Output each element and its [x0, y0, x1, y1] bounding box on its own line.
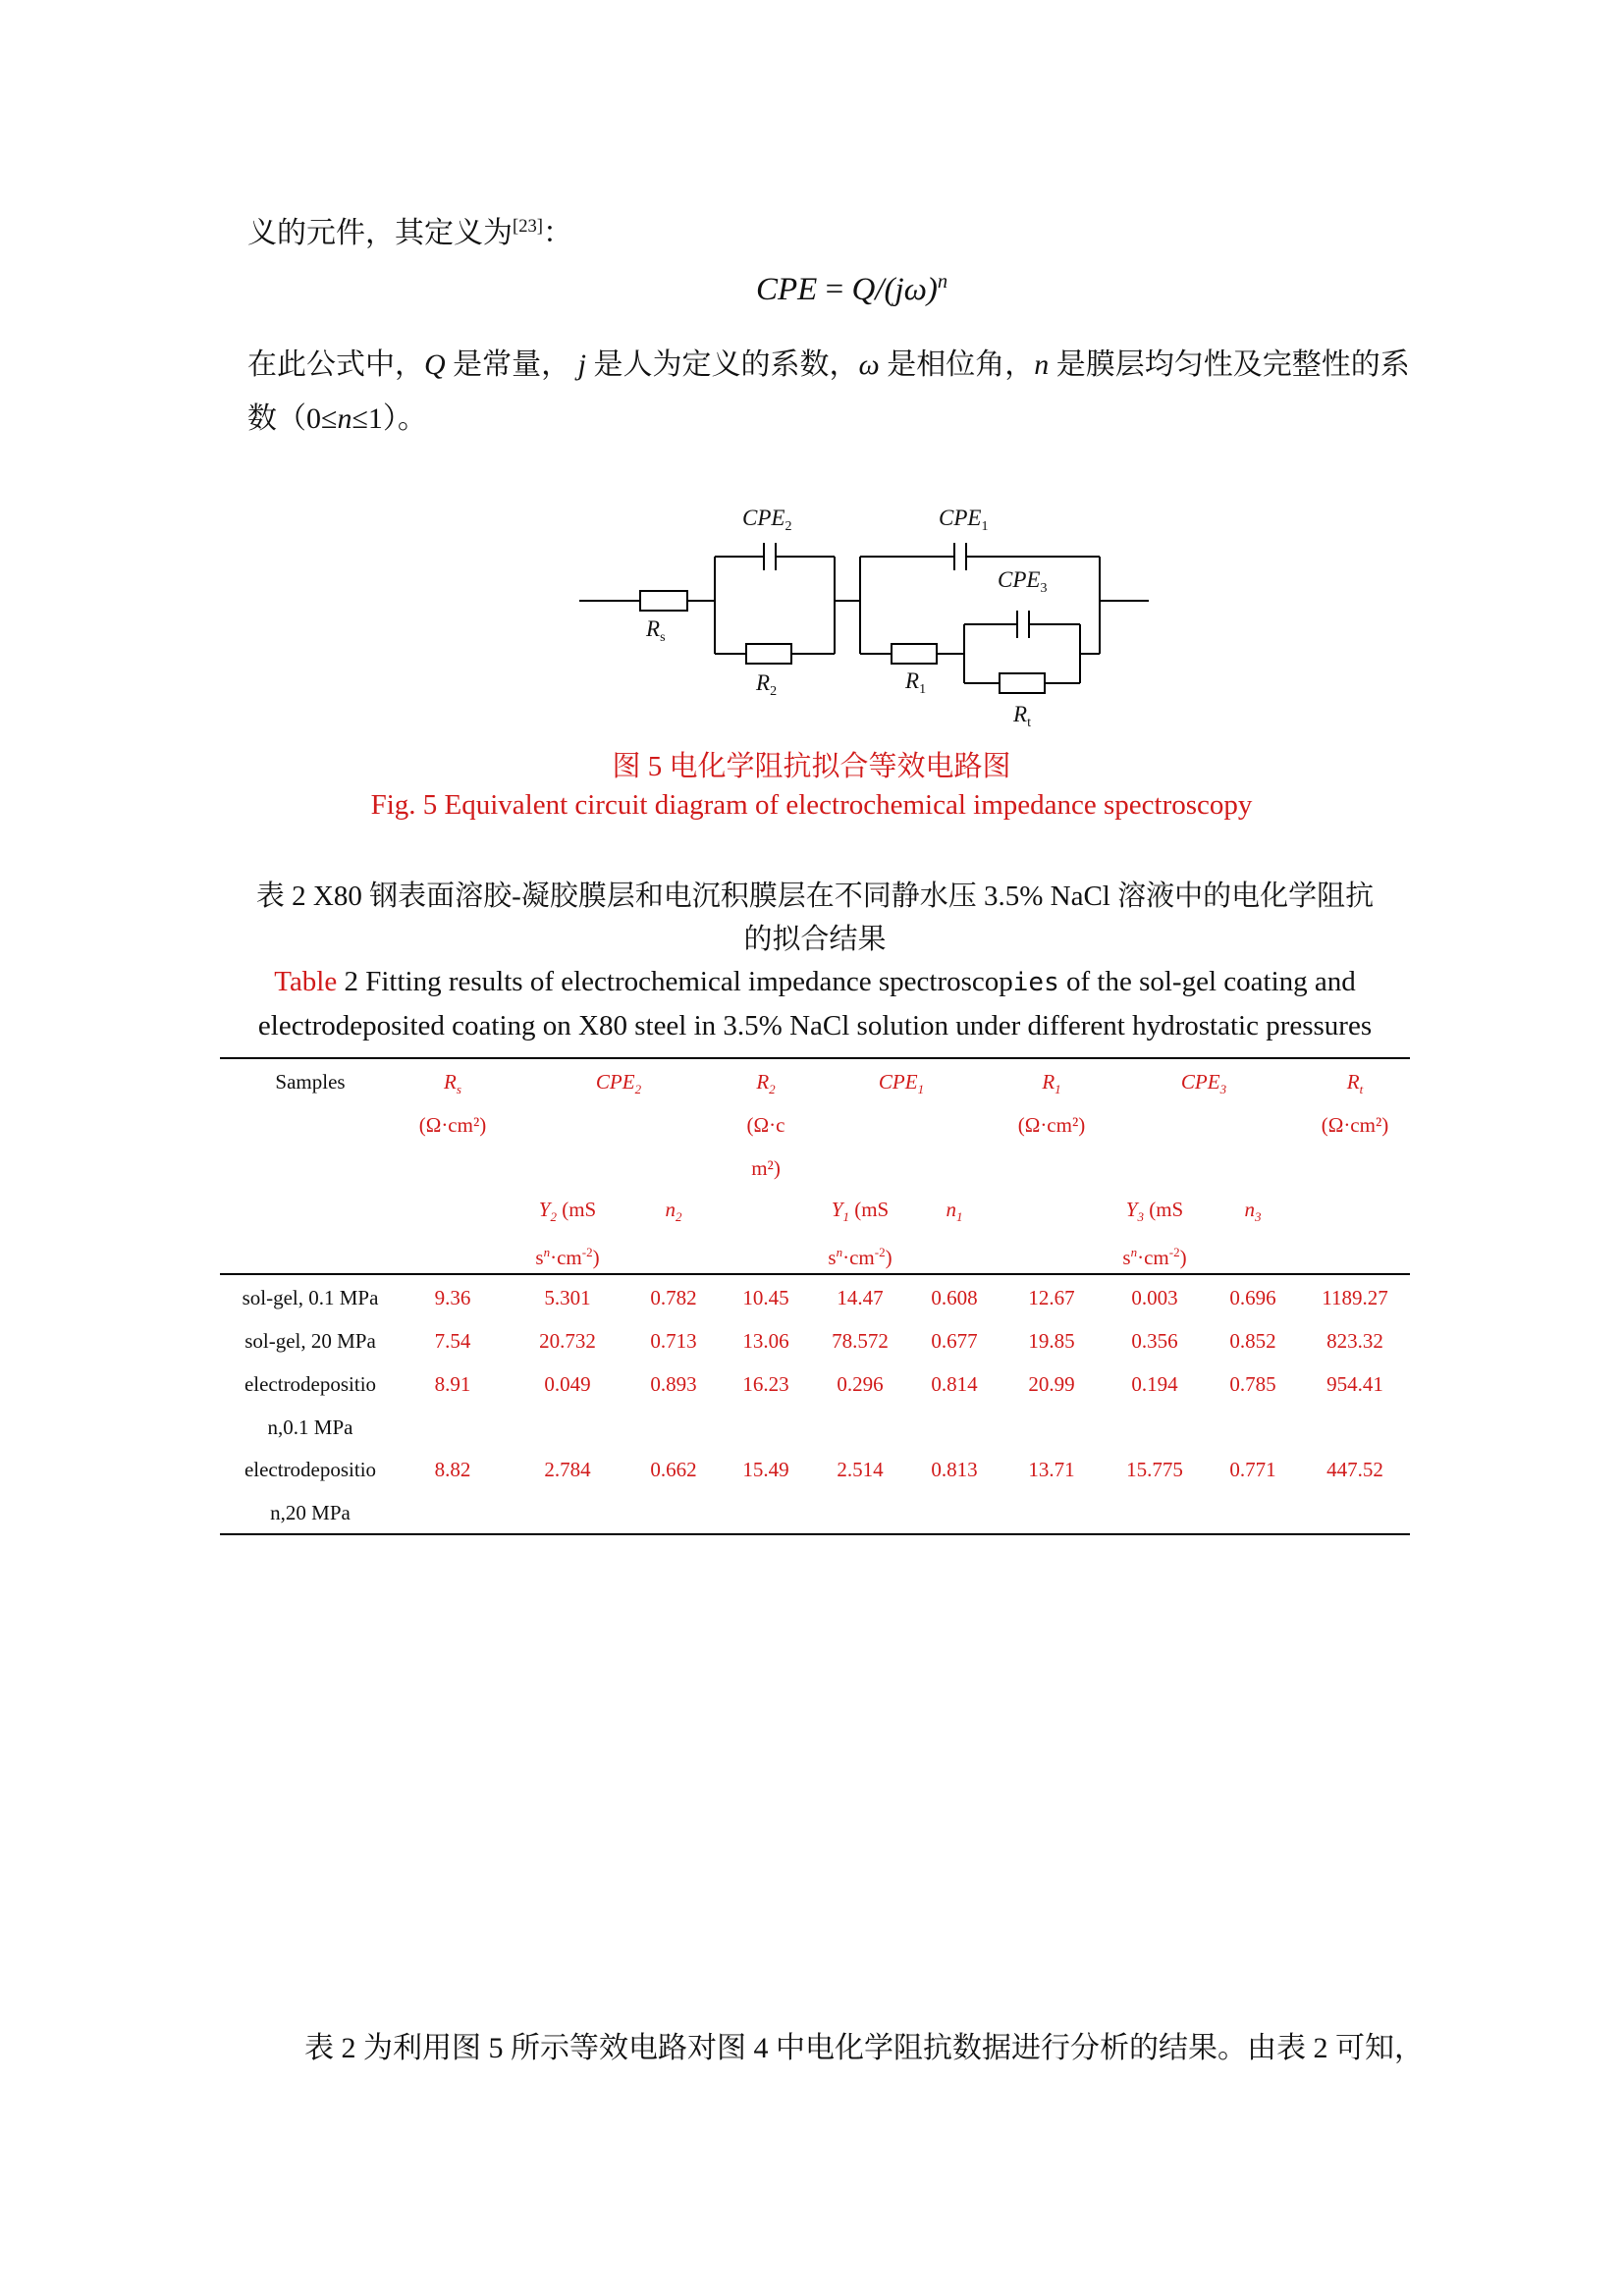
formula-exp: n: [937, 271, 948, 293]
figure-caption-en: Fig. 5 Equivalent circuit diagram of electrochemical impedance spectroscopy: [370, 789, 1253, 821]
header-r1: $R_1$: [1042, 1070, 1061, 1097]
table-cell-rs: 8.82: [434, 1458, 471, 1481]
table-cell-n3: 0.852: [1229, 1329, 1276, 1353]
symbol-n: n: [1034, 348, 1050, 381]
symbol-omega: ω: [858, 348, 880, 381]
header-rs-unit: (Ω·cm²): [418, 1113, 487, 1137]
header-n2: $n_2$: [665, 1198, 682, 1225]
cpe-formula: [756, 271, 947, 308]
table-cell-r1: 20.99: [1028, 1372, 1075, 1396]
para-text: 在此公式中，: [247, 348, 424, 381]
caption-text-mono: ies: [1012, 968, 1059, 997]
header-r2-unit-1: (Ω·c: [746, 1113, 785, 1137]
table-cell-rs: 8.91: [434, 1372, 471, 1396]
table-top-rule: [220, 1057, 1410, 1059]
table-cell-rt: 954.41: [1326, 1372, 1383, 1396]
header-cpe2: $CPE_2$: [595, 1070, 642, 1097]
table-cell-y3: 0.194: [1131, 1372, 1178, 1396]
header-n3: $n_3$: [1244, 1198, 1262, 1225]
header-rt-unit: (Ω·cm²): [1321, 1113, 1389, 1137]
header-y1-unit: $s^n\cdot cm^{-2}$): [828, 1245, 893, 1269]
table-cell-n1: 0.814: [931, 1372, 978, 1396]
para-text: 是相位角，: [879, 348, 1035, 381]
label-r1: $R_1$: [905, 668, 927, 697]
footer-paragraph: 表 2 为利用图 5 所示等效电路对图 4 中电化学阻抗数据进行分析的结果。由表 2 可知，: [304, 2032, 1424, 2064]
table-cell-n2: 0.662: [650, 1458, 697, 1481]
table-cell-rs: 7.54: [434, 1329, 471, 1353]
header-y1: $Y_1$ (mS: [831, 1198, 890, 1225]
header-r2-unit-2: m²): [751, 1156, 781, 1180]
table-cell-n1: 0.813: [931, 1458, 978, 1481]
table-caption-cn-line1: 表 2 X80 钢表面溶胶-凝胶膜层和电沉积膜层在不同静水压 3.5% NaCl 溶液中的电化学阻抗: [255, 881, 1375, 912]
intro-line: [247, 200, 572, 260]
resistor-r1: [892, 644, 937, 664]
table-cell-y1: 0.296: [837, 1372, 884, 1396]
header-r2: $R_2$: [756, 1070, 776, 1097]
table-cell-rt: 823.32: [1326, 1329, 1383, 1353]
formula-eq: =: [817, 272, 852, 307]
para-text: 是人为定义的系数，: [586, 348, 859, 381]
symbol-j: j: [577, 348, 587, 381]
table-cell-y2: 20.732: [539, 1329, 596, 1353]
table-cell-n2: 0.893: [650, 1372, 697, 1396]
table-caption-cn: [236, 875, 1394, 961]
resistor-rs: [640, 591, 687, 611]
label-rs: $R_s$: [646, 616, 666, 645]
table-caption-en: [196, 960, 1434, 1047]
label-rt: $R_t$: [1013, 702, 1031, 730]
header-y2: $Y_2$ (mS: [538, 1198, 597, 1225]
table-cell-n1: 0.608: [931, 1286, 978, 1309]
table-cell-r2: 10.45: [742, 1286, 789, 1309]
table-cell-y3: 15.775: [1126, 1458, 1183, 1481]
table-caption-cn-line2: 的拟合结果: [743, 924, 887, 955]
table-cell-y2: 2.784: [544, 1458, 591, 1481]
para-text: ≤1）。: [352, 402, 427, 435]
table-cell-n2: 0.713: [650, 1329, 697, 1353]
table-cell-sample: sol-gel, 20 MPa: [244, 1329, 376, 1353]
resistor-rt: [1000, 673, 1045, 693]
table-cell-sample: electrodepositio: [243, 1372, 377, 1396]
table-cell-rs: 9.36: [434, 1286, 471, 1309]
label-cpe1: $CPE_1$: [939, 506, 989, 534]
table-label: Table: [274, 966, 338, 997]
caption-text: 2 Fitting results of electrochemical impedance spectroscop: [337, 966, 1013, 997]
symbol-q: Q: [424, 348, 446, 381]
equivalent-circuit-diagram: [569, 496, 1159, 741]
table-cell-n1: 0.677: [931, 1329, 978, 1353]
table-cell-r2: 13.06: [742, 1329, 789, 1353]
table-cell-sample-cont: n,20 MPa: [270, 1501, 351, 1524]
formula-lhs: CPE: [756, 272, 818, 307]
table-cell-n3: 0.785: [1229, 1372, 1276, 1396]
citation: [23]: [513, 216, 543, 237]
table-cell-r1: 13.71: [1028, 1458, 1075, 1481]
header-cpe1: $CPE_1$: [878, 1070, 925, 1097]
definition-paragraph: [247, 339, 1410, 392]
table-caption-en-line1: [196, 960, 1434, 1004]
symbol-n: n: [337, 402, 352, 435]
label-r2: $R_2$: [756, 670, 778, 699]
para-text: 是膜层均匀性及完整性的系: [1049, 348, 1410, 381]
table-cell-y3: 0.356: [1131, 1329, 1178, 1353]
table-cell-rt: 447.52: [1326, 1458, 1383, 1481]
resistor-r2: [746, 644, 791, 664]
table-cell-sample-cont: n,0.1 MPa: [267, 1415, 353, 1439]
intro-text: 义的元件，其定义为: [247, 217, 513, 249]
para-text: 是常量，: [445, 348, 578, 381]
table-cell-rt: 1189.27: [1322, 1286, 1388, 1309]
table-cell-y2: 5.301: [544, 1286, 591, 1309]
table-cell-r1: 12.67: [1028, 1286, 1075, 1309]
table-cell-n3: 0.771: [1229, 1458, 1276, 1481]
table-cell-y1: 2.514: [837, 1458, 884, 1481]
table-cell-n2: 0.782: [650, 1286, 697, 1309]
table-caption-en-line2: electrodeposited coating on X80 steel in 3.5% NaCl solution under different hydrostatic pressures: [257, 1010, 1373, 1041]
table-cell-n3: 0.696: [1229, 1286, 1276, 1309]
table-cell-sample: sol-gel, 0.1 MPa: [242, 1286, 379, 1309]
header-rs: $R_s$: [444, 1070, 461, 1097]
formula-rhs: Q/(jω): [851, 272, 938, 307]
header-y3: $Y_3$ (mS: [1125, 1198, 1184, 1225]
table-cell-r2: 16.23: [742, 1372, 789, 1396]
table-cell-y1: 14.47: [837, 1286, 884, 1309]
table-cell-y3: 0.003: [1131, 1286, 1178, 1309]
table-cell-r2: 15.49: [742, 1458, 789, 1481]
header-n1: $n_1$: [946, 1198, 963, 1225]
header-rt: $R_t$: [1346, 1070, 1364, 1097]
para-text: 数（0≤: [247, 402, 338, 435]
label-cpe3: $CPE_3$: [998, 567, 1048, 596]
header-cpe3: $CPE_3$: [1180, 1070, 1227, 1097]
table-cell-r1: 19.85: [1028, 1329, 1075, 1353]
label-cpe2: $CPE_2$: [742, 506, 792, 534]
table-cell-sample: electrodepositio: [243, 1458, 377, 1481]
header-samples: Samples: [275, 1070, 346, 1094]
header-y2-unit: $s^n\cdot cm^{-2}$): [535, 1245, 600, 1269]
header-y3-unit: $s^n\cdot cm^{-2}$): [1122, 1245, 1187, 1269]
figure-caption-cn: 图 5 电化学阻抗拟合等效电路图: [612, 751, 1011, 782]
intro-tail: ：: [542, 217, 572, 249]
header-r1-unit: (Ω·cm²): [1017, 1113, 1086, 1137]
table-cell-y2: 0.049: [544, 1372, 591, 1396]
table-cell-y1: 78.572: [832, 1329, 889, 1353]
definition-paragraph-2: [247, 393, 427, 446]
caption-text: of the sol-gel coating and: [1058, 966, 1356, 997]
